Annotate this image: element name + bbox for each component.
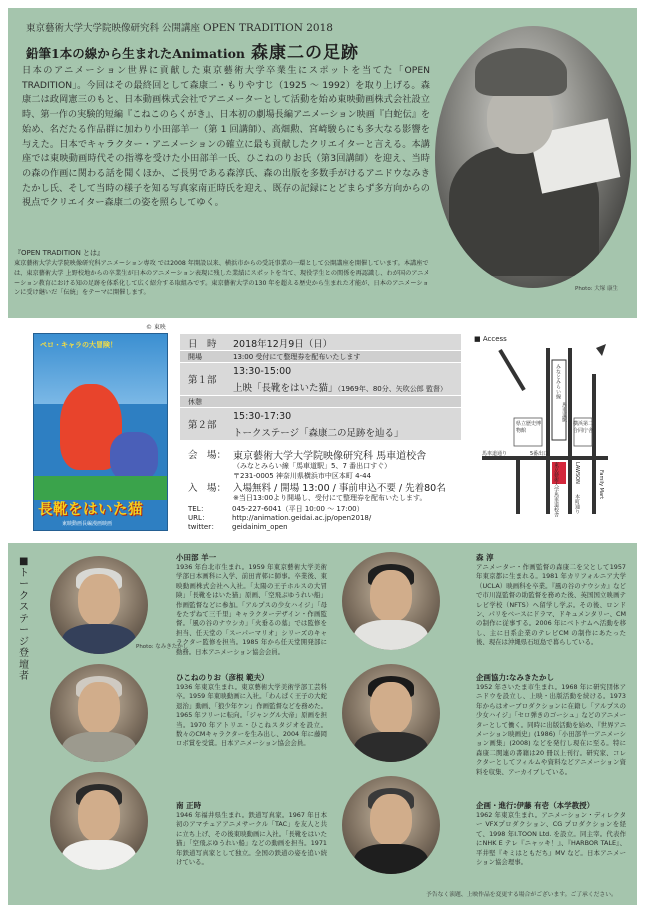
venue-label: 会 場： <box>188 450 227 461</box>
avatar-torso <box>62 732 136 762</box>
avatar-torso <box>354 732 428 762</box>
avatar-odabe <box>50 556 148 654</box>
part2-time: 15:30-17:30 <box>233 411 292 422</box>
avatar-namiki <box>342 664 440 762</box>
map-label-office: 横浜第二合同庁舎 <box>573 421 594 434</box>
avatar-head <box>370 794 412 846</box>
entry-value: 入場無料 / 開場 13:00 / 事前申込不要 / 先着80名 <box>233 483 446 494</box>
speaker-bio-hikone: 1936 年東京生まれ。東京藝術大学美術学部工芸科卒。1959 年東映動画に入社。「わんぱく王子の大蛇退治」動画、「狼少年ケン」作画監督などを務めた。1965 年フリーに転向。「ジャングル大帝」原画を担当。1970 年アトリエ・ひこねスタジオを設立。数々のCMキャラクターを生み出し、2004 年に藤岡ロボ賞を受賞。日本アニメーション協会会員。 <box>176 683 327 748</box>
venue-access: （みなとみらい線「馬車道駅」5、7 番出口すぐ） <box>233 462 392 470</box>
speaker-name-hikone: ひこねのりお（彦根 範夫） <box>176 673 269 682</box>
speaker-bio-minami: 1946 年福井県生まれ。鉄道写真家。1967 年日本初のアマチュアアニメサークル「TAC」を友人と共に立ち上げ、その後東映動画に入社。「長靴をはいた猫」「空飛ぶゆうれい船」などの動画を担当。1971 年鉄道写真家として独立。全国の鉄道の姿を追い続けている。 <box>176 811 327 867</box>
photo-caption-odabe: Photo: なみきたかし <box>136 644 189 650</box>
open-tradition-heading: 『OPEN TRADITION とは』 <box>14 249 105 257</box>
avatar-minami <box>50 772 148 870</box>
avatar-head <box>370 682 412 734</box>
part2-desc: トークステージ「森康二の足跡を辿る」 <box>233 428 404 439</box>
access-title: ■ Access <box>474 335 507 343</box>
photo-credit: Photo: 大塚 康生 <box>575 286 619 292</box>
avatar-head <box>78 574 120 626</box>
poster-title: 長靴をはいた猫 <box>38 502 143 518</box>
page-title <box>26 38 359 63</box>
part1-desc-line <box>233 380 447 394</box>
date-value: 2018年12月9日（日） <box>233 339 333 350</box>
map-label-exit: 5番出口 <box>530 451 549 457</box>
speaker-name-odabe: 小田部 羊一 <box>176 553 217 562</box>
part2-label: 第２部 <box>188 420 217 431</box>
avatar-head <box>370 570 412 622</box>
series-name: 東京藝術大学大学院映像研究科 公開講座 <box>26 23 201 34</box>
map-label-station: 馬車道駅 <box>561 402 567 422</box>
entry-label: 入 場： <box>188 483 227 494</box>
part1-label: 第１部 <box>188 375 217 386</box>
part1-desc: 上映「長靴をはいた猫」 <box>233 383 338 394</box>
open-row <box>180 351 461 362</box>
map-road-diagonal <box>500 350 524 390</box>
speaker-name-ito: 企画・進行:伊藤 有壱（本学教授） <box>476 801 595 810</box>
twitter-label: twitter： <box>188 523 219 531</box>
date-row <box>180 334 461 350</box>
series-name-en: OPEN TRADITION 2018 <box>203 22 333 34</box>
part1-row <box>180 363 461 395</box>
talk-stage-label: ■トークステージ登壇者 <box>19 556 29 682</box>
twitter-handle[interactable]: geidainim_open <box>232 523 288 531</box>
avatar-torso <box>62 840 136 870</box>
avatar-torso <box>354 620 428 650</box>
venue-address: 〒231-0005 神奈川県横浜市中区本町 4-44 <box>233 472 372 480</box>
url-link[interactable]: http://animation.geidai.ac.jp/open2018/ <box>232 514 372 522</box>
avatar-head <box>78 682 120 734</box>
speaker-bio-namiki: 1952 年さいたま市生まれ。1968 年に研究団体アニドウを設立し、上映・出版活動を続ける。1973 年からはオーブロダクションに在籍し「アルプスの少女ハイジ」「セロ弾きのゴーシュ」などのアニメーターとして働く。同時に出版活動を始め、『世界アニメーション映画史』(1986)「小田部羊一アニメーション画集」(2008) などを発行し現在に至る。特に森康二関連の書籍は20 冊以上刊行。研究家、コレクターとしてフィルムや資料などアニメーション資料を収集、アーカイブしている。 <box>476 683 626 776</box>
series-kicker <box>26 20 333 34</box>
open-tradition-body: 東京藝術大学大学院映像研究科アニメーション専攻 では2008 年開設以来、横浜市からの受託事業の一環として公開講座を開催しています。本講座では、東京藝術大学 上野校地からの卒業生が日本のアニメーション表現に残した業績にスポットを当て、現役学生との関係を再認識し、わが国のアニメーション教育における知の足跡を体系化して広く紹介する取組みです。東京藝術大学の130 年を超える歴史から生まれた才能が、日本のアニメーションに受け継いだ「伝統」をテーマに開催します。 <box>14 260 430 297</box>
map-label-campus: 東京藝術大学馬車道校舎 <box>553 462 559 517</box>
poster-arc-text: ペロ・キャラの大冒険！ <box>40 341 117 349</box>
poster-subtitle: 東映動画長編漫画映画 <box>62 521 113 527</box>
title-lead: 鉛筆1本の線から生まれたAnimation <box>26 46 246 61</box>
map-north-arrow-icon <box>596 344 606 356</box>
photo-hat-shape <box>475 48 567 96</box>
part1-note: （1969年、80分、矢吹公郎 監督） <box>337 385 447 393</box>
map-label-lawson: LAWSON <box>574 462 580 484</box>
title-main: 森康二の足跡 <box>251 43 360 63</box>
speaker-name-minami: 南 正時 <box>176 801 202 810</box>
poster-credit: © 東映 <box>146 324 166 331</box>
tel-label: TEL： <box>188 505 208 513</box>
tel-value: 045-227-6041（平日 10:00 ～ 17:00） <box>232 505 364 513</box>
movie-poster <box>33 333 168 531</box>
avatar-torso <box>354 844 428 874</box>
open-value: 13:00 受付にて整理券を配布いたします <box>233 353 361 361</box>
poster-grass <box>34 476 167 500</box>
avatar-ito <box>342 776 440 874</box>
portrait-photo <box>435 26 631 288</box>
break-row <box>180 396 461 407</box>
footer-note: 予告なく演題、上映作品を変更する場合がございます。ご了承ください。 <box>426 892 617 898</box>
speaker-bio-ito: 1962 年東京生まれ。アニメーション・ディレクター VFXプロダクション、CG プロダクションを経て、1998 年I.TOON Ltd. を設立。同主宰。代表作にNHK E テレ『ニャッキ！』、『HARBOR TALE』、平井堅『キミはともだち』MV など。日本アニメーション協会理事。 <box>476 811 626 867</box>
map-label-honcho: 本町通り <box>574 494 580 514</box>
speaker-bio-odabe: 1936 年台北市生まれ。1959 年東京藝術大学美術学部日本画科に入学、前田青邨に師事。卒業後、東映動画株式会社へ入社。「太陽の王子ホルスの大冒険」「長靴をはいた猫」原画、「空飛ぶゆうれい船」作画監督などに参加。「アルプスの少女ハイジ」「母をたずねて三千里」キャラクターデザイン・作画監督。「風の谷のナウシカ」「火垂るの墓」では監修を担当、任天堂の「スーパーマリオ」シリーズのキャラクター監修を担当。1985 年から任天堂開発部に勤務。日本アニメーション協会会員。 <box>176 563 327 656</box>
part2-row <box>180 408 461 440</box>
avatar-torso <box>62 624 136 654</box>
avatar-hikone <box>50 664 148 762</box>
url-label: URL： <box>188 514 209 522</box>
avatar-head <box>78 790 120 842</box>
map-label-minatomirai: みなとみらい線 <box>555 364 561 399</box>
lead-paragraph: 日本のアニメーション世界に貢献した東京藝術大学卒業生にスポットを当てた「OPEN TRADITION」。今回はその最終回として森康二・もりやすじ（1925 ～ 1992）を取り上げる。森康二は政岡憲三のもと、日本動画株式会社でアニメーターとして活動を始め東映動画株式会社設立時、第一作の実験的短編『こねこのらくがき』、日本初の劇場長編アニメーション映画『白蛇伝』を始め、名だたる作品群に加わり小田部羊一（第 1 回講師）、高畑勲、宮崎駿らにも多大なる影響を与えた。日本でキャラクター・アニメーションの確立に最も貢献したクリエイターと言える。本講座では東映動画時代その指導を受けた小田部羊一氏、ひこねのりお氏（第3回講師）を迎え、当時の森の作画に関わる話を聞くほか、ご長男である森淳氏、森の出版を多数手がけるアニドウなみきたかし氏、そして当時の様子を知る写真家南正時氏を迎え、既存の記録にとどまらず多方向からの視点でクリエイター森康二の姿を照らしてゆく。 <box>22 65 431 209</box>
break-label: 休憩 <box>188 398 202 406</box>
contact-twitter-row <box>188 522 288 532</box>
venue-name: 東京藝術大学大学院映像研究科 馬車道校舎 <box>233 451 427 462</box>
map-label-familymart: Family Mart <box>598 470 604 500</box>
open-label: 開場 <box>188 353 202 361</box>
speaker-name-namiki: 企画協力:なみきたかし <box>476 673 554 682</box>
speaker-bio-mori: アニメーター・作画監督の森康二を父として1957 年東京都に生まれる。1981 年カリフォルニア大学（UCLA）映画科を卒業。『風の谷のナウシカ』などで市川崑監督の助監督を務めた後、英国国立映画テレビ学校（NFTS）へ留学し学ぶ。その後、ロンドン、パリをベースにドラマ、ドキュメンタリー、CM の制作に従事する。2006 年にベトナムへ活動を移し、主に日系企業のテレビCM の制作にあたった後、現在は沖縄県石垣島で暮らしている。 <box>476 563 626 647</box>
map-label-museum: 県立歴史博物館 <box>516 421 542 434</box>
poster-cat-figure-2 <box>110 432 158 482</box>
date-label: 日 時 <box>188 339 217 350</box>
entry-note: ※当日13:00より開場し、受付にて整理券を配布いたします。 <box>233 494 427 502</box>
map-label-street: 馬車道通り <box>482 451 508 457</box>
avatar-mori <box>342 552 440 650</box>
part1-time: 13:30-15:00 <box>233 366 292 377</box>
speaker-name-mori: 森 淳 <box>476 553 494 562</box>
